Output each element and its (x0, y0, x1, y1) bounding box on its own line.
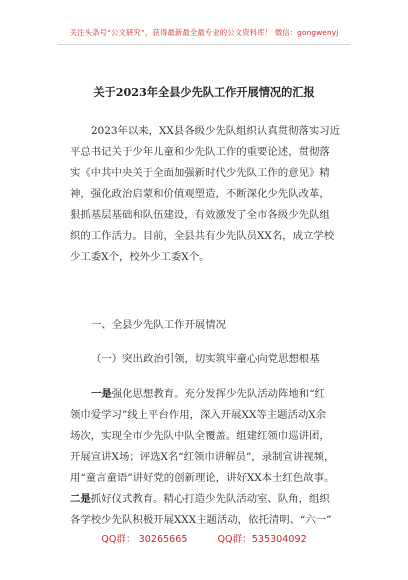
footer-qq-group-2: QQ群：535304092 (217, 534, 307, 545)
para-1-line: 用“童言童语”讲好党的创新理论，讲好XX本土红色故事。 (70, 472, 335, 484)
para-1-line (70, 384, 348, 405)
para-2-text: 抓好仪式教育。精心打造少先队活动室、队角，组织 (90, 493, 330, 505)
para-2-line: 各学校少先队积极开展XXX主题活动，依托清明、“六一” (70, 514, 332, 526)
intro-line: 实《中共中央关于全面加强新时代少先队工作的意见》精 (70, 167, 330, 179)
subsection-heading: （一）突出政治引领，切实筑牢童心向党思想根基 (91, 353, 320, 365)
intro-line: 狠抓基层基础和队伍建设，有效激发了全市各级少先队组 (70, 209, 330, 221)
document-title: 关于2023年全县少先队工作开展情况的汇报 (93, 85, 315, 99)
footer (0, 531, 408, 545)
para-2-lead: 二是 (70, 493, 91, 505)
footer-qq-group-1: QQ群： 30265665 (101, 534, 188, 545)
intro-line: 少工委X个，校外少工委X个。 (70, 251, 210, 263)
para-1-line: 开展宣讲X场；评选X名“红领巾讲解员”，录制宣讲视频， (70, 451, 335, 463)
intro-line: 2023年以来，XX县各级少先队组织认真贯彻落实习近 (91, 125, 341, 137)
intro-paragraph (70, 121, 348, 268)
intro-line: 平总书记关于少年儿童和少先队工作的重要论述，贯彻落 (70, 146, 330, 158)
para-1-text: 强化思想教育。充分发挥少先队活动阵地和“红 (111, 388, 325, 400)
para-1-line: 场次，实现全市少先队中队全覆盖。组建红领巾巡讲团， (70, 430, 330, 442)
para-1-lead: 一是 (91, 388, 112, 400)
header-divider (58, 44, 350, 45)
header-banner: 关注头条号“公文研究”，获得最新最全最专业的公文资料库！ 微信：gongwenyj (69, 28, 339, 37)
content-paragraphs (70, 384, 348, 531)
section-heading: 一、全县少先队工作开展情况 (91, 319, 227, 331)
para-1-line: 领巾爱学习”线上平台作用，深入开展XX等主题活动X余 (70, 409, 327, 421)
para-2-line (70, 489, 348, 510)
intro-line: 神，强化政治启蒙和价值观塑造，不断深化少先队改革， (70, 188, 330, 200)
intro-line: 织的工作活力。目前，全县共有少先队员XX名，成立学校 (70, 230, 335, 242)
